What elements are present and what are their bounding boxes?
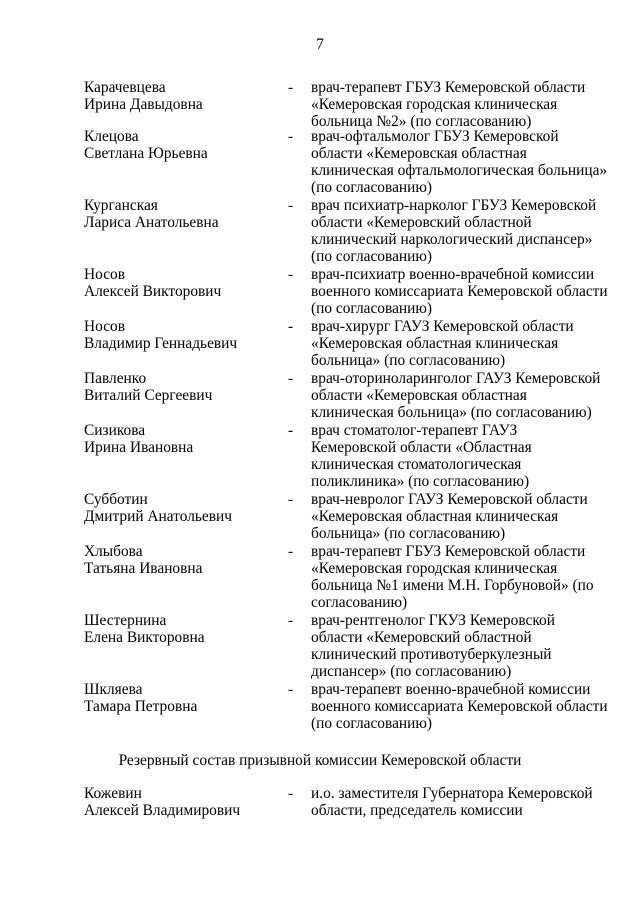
member-surname: Павленко: [84, 370, 147, 387]
position-line: врач-оториноларинголог ГАУЗ Кемеровской: [311, 370, 601, 387]
member-surname: Курганская: [84, 197, 158, 214]
position-line: клинический наркологический диспансер»: [311, 231, 593, 248]
position-line: клинический противотуберкулезный: [311, 646, 552, 663]
member-name: [84, 491, 274, 525]
separator-dash: -: [288, 491, 294, 508]
member-surname: Кожевин: [84, 785, 142, 802]
member-name: [84, 266, 274, 300]
member-given-names: Татьяна Ивановна: [84, 560, 203, 577]
member-given-names: Дмитрий Анатольевич: [84, 508, 232, 525]
separator-dash: -: [288, 785, 294, 802]
member-name: [84, 128, 274, 162]
position-line: больница» (по согласованию): [311, 525, 506, 542]
position-line: врач-терапевт ГБУЗ Кемеровской области: [311, 543, 586, 560]
position-line: (по согласованию): [311, 300, 432, 317]
position-line: области «Кемеровская областная: [311, 387, 527, 404]
position-line: клиническая больница» (по согласованию): [311, 404, 592, 421]
member-position: [311, 612, 611, 680]
position-line: (по согласованию): [311, 715, 432, 732]
position-line: «Кемеровская областная клиническая: [311, 508, 559, 525]
member-given-names: Тамара Петровна: [84, 698, 198, 715]
member-name: [84, 79, 274, 113]
position-line: врач-терапевт военно-врачебной комиссии: [311, 681, 591, 698]
member-surname: Носов: [84, 266, 125, 283]
position-line: больница» (по согласованию): [311, 352, 506, 369]
member-surname: Сизикова: [84, 422, 146, 439]
position-line: и.о. заместителя Губернатора Кемеровской: [311, 785, 593, 802]
member-name: [84, 370, 274, 404]
member-position: [311, 543, 611, 611]
member-given-names: Владимир Геннадьевич: [84, 335, 238, 352]
separator-dash: -: [288, 197, 294, 214]
position-line: врач стоматолог-терапевт ГАУЗ: [311, 422, 518, 439]
member-surname: Шестернина: [84, 612, 167, 629]
member-position: [311, 785, 611, 819]
position-line: поликлиника» (по согласованию): [311, 473, 530, 490]
member-name: [84, 612, 274, 646]
position-line: больница №1 имени М.Н. Горбуновой» (по: [311, 577, 594, 594]
member-given-names: Светлана Юрьевна: [84, 145, 208, 162]
separator-dash: -: [288, 370, 294, 387]
page-number: 7: [316, 36, 324, 53]
member-position: [311, 79, 611, 130]
member-position: [311, 422, 611, 490]
member-surname: Карачевцева: [84, 79, 166, 96]
position-line: военного комиссариата Кемеровской области: [311, 283, 608, 300]
separator-dash: -: [288, 543, 294, 560]
member-surname: Хлыбова: [84, 543, 143, 560]
member-name: [84, 681, 274, 715]
separator-dash: -: [288, 318, 294, 335]
separator-dash: -: [288, 422, 294, 439]
position-line: клиническая офтальмологическая больница»: [311, 162, 608, 179]
member-given-names: Алексей Викторович: [84, 283, 222, 300]
member-position: [311, 128, 611, 196]
member-given-names: Ирина Ивановна: [84, 439, 194, 456]
member-position: [311, 266, 611, 317]
position-line: клиническая стоматологическая: [311, 456, 522, 473]
member-given-names: Алексей Владимирович: [84, 802, 241, 819]
position-line: военного комиссариата Кемеровской области: [311, 698, 608, 715]
position-line: врач-рентгенолог ГКУЗ Кемеровской: [311, 612, 555, 629]
position-line: согласованию): [311, 594, 408, 611]
member-given-names: Лариса Анатольевна: [84, 214, 219, 231]
position-line: области, председатель комиссии: [311, 802, 523, 819]
position-line: «Кемеровская областная клиническая: [311, 335, 559, 352]
position-line: (по согласованию): [311, 179, 432, 196]
member-position: [311, 491, 611, 542]
member-surname: Шкляева: [84, 681, 143, 698]
member-position: [311, 197, 611, 265]
member-name: [84, 422, 274, 456]
member-position: [311, 370, 611, 421]
separator-dash: -: [288, 681, 294, 698]
position-line: диспансер» (по согласованию): [311, 663, 512, 680]
position-line: области «Кемеровский областной: [311, 214, 532, 231]
member-name: [84, 543, 274, 577]
member-position: [311, 318, 611, 369]
member-given-names: Елена Викторовна: [84, 629, 205, 646]
position-line: Кемеровской области «Областная: [311, 439, 532, 456]
position-line: врач-офтальмолог ГБУЗ Кемеровской: [311, 128, 559, 145]
position-line: больница №2» (по согласованию): [311, 113, 532, 130]
position-line: врач-хирург ГАУЗ Кемеровской области: [311, 318, 574, 335]
position-line: области «Кемеровская областная: [311, 145, 527, 162]
member-surname: Носов: [84, 318, 125, 335]
position-line: «Кемеровская городская клиническая: [311, 96, 558, 113]
separator-dash: -: [288, 128, 294, 145]
member-name: [84, 785, 274, 819]
reserve-section-title: Резервный состав призывной комиссии Кемеровской области: [118, 752, 522, 769]
position-line: врач-психиатр военно-врачебной комиссии: [311, 266, 595, 283]
position-line: области «Кемеровский областной: [311, 629, 532, 646]
member-surname: Клецова: [84, 128, 139, 145]
separator-dash: -: [288, 79, 294, 96]
position-line: врач-невролог ГАУЗ Кемеровской области: [311, 491, 588, 508]
separator-dash: -: [288, 266, 294, 283]
member-name: [84, 197, 274, 231]
position-line: «Кемеровская городская клиническая: [311, 560, 558, 577]
member-given-names: Ирина Давыдовна: [84, 96, 203, 113]
separator-dash: -: [288, 612, 294, 629]
member-position: [311, 681, 611, 732]
position-line: (по согласованию): [311, 248, 432, 265]
member-surname: Субботин: [84, 491, 148, 508]
position-line: врач психиатр-нарколог ГБУЗ Кемеровской: [311, 197, 597, 214]
member-name: [84, 318, 274, 352]
position-line: врач-терапевт ГБУЗ Кемеровской области: [311, 79, 586, 96]
member-given-names: Виталий Сергеевич: [84, 387, 213, 404]
